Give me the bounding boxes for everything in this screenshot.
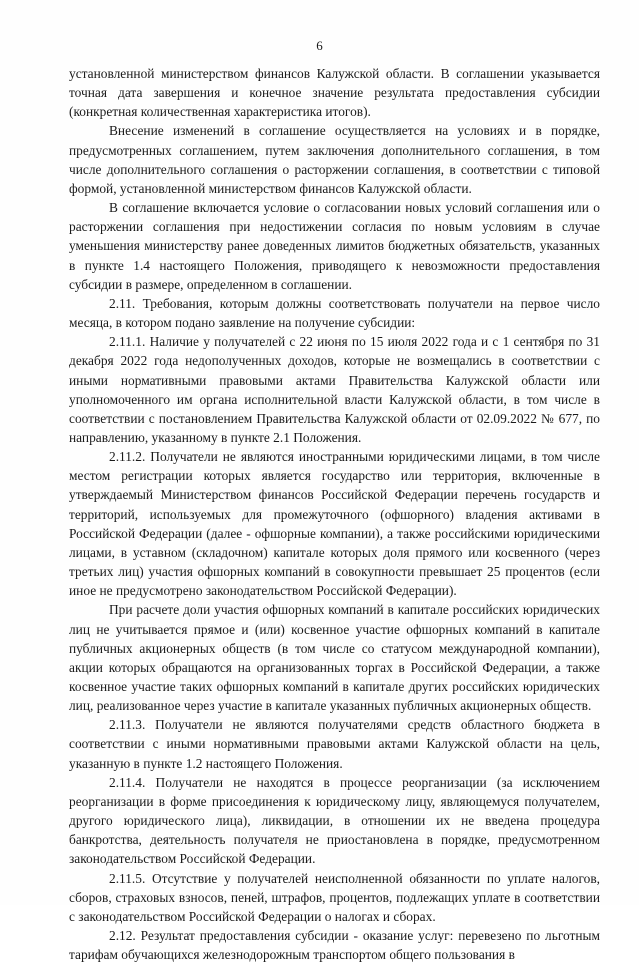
page-number: 6 xyxy=(316,38,323,53)
paragraph-amendments: Внесение изменений в соглашение осуществляется на условиях и в порядке, предусмотренных соглашением, путем заключения дополнительного соглашения, в том числе дополнительного соглашения о расторжении соглашения, в соответствии с типовой формой, установленной министерством финансов Калужской области. xyxy=(69,123,600,196)
paragraph-2-11-1: 2.11.1. Наличие у получателей с 22 июня по 15 июля 2022 года и с 1 сентября по 31 декабря 2022 года недополученных доходов, которые не возмещались в соответствии с иными нормативными правовыми актами Правительства Калужской области или уполномоченного им органа исполнительной власти Калужской области, в том числе в соответствии с постановлением Правительства Калужской области от 02.09.2022 № 677, по направлению, указанному в пункте 2.1 Положения. xyxy=(69,334,600,445)
paragraph-2-11-4: 2.11.4. Получатели не находятся в процессе реорганизации (за исключением реорганизации в форме присоединения к юридическому лицу, являющемуся получателем, другого юридического лица), ликвидации, в отношении их не введена процедура банкротства, деятельность получателя не приостановлена в порядке, предусмотренном законодательством Российской Федерации. xyxy=(69,774,600,867)
paragraph-continuation: установленной министерством финансов Калужской области. В соглашении указывается точная дата завершения и конечное значение результата предоставления субсидии (конкретная количественная характеристика итогов). xyxy=(69,66,600,120)
paragraph-2-11-3: 2.11.3. Получатели не являются получателями средств областного бюджета в соответствии с иными нормативными правовыми актами Калужской области на цель, указанную в пункте 1.2 настоящего Положения. xyxy=(69,717,600,771)
document-body xyxy=(69,64,600,964)
paragraph-2-11-requirements: 2.11. Требования, которым должны соответствовать получатели на первое число месяца, в котором подано заявление на получение субсидии: xyxy=(69,295,600,331)
paragraph-2-12-result: 2.12. Результат предоставления субсидии - оказание услуг: перевезено по льготным тарифам обучающихся железнодорожным транспортом общего пользования в xyxy=(69,928,600,963)
paragraph-2-11-5: 2.11.5. Отсутствие у получателей неисполненной обязанности по уплате налогов, сборов, страховых взносов, пеней, штрафов, процентов, подлежащих уплате в соответствии с законодательством Российской Федерации о налогах и сборах. xyxy=(69,870,600,924)
paragraph-2-11-2: 2.11.2. Получатели не являются иностранными юридическими лицами, в том числе местом регистрации которых является государство или территория, включенные в утверждаемый Министерством финансов Российской Федерации перечень государств и территорий, используемых для промежуточного (офшорного) владения активами в Российской Федерации (далее - офшорные компании), а также российскими юридическими лицами, в уставном (складочном) капитале которых доля прямого или косвенного (через третьих лиц) участия офшорных компаний в совокупности превышает 25 процентов (если иное не предусмотрено законодательством Российской Федерации). xyxy=(69,449,600,599)
paragraph-offshore-calculation: При расчете доли участия офшорных компаний в капитале российских юридических лиц не учитывается прямое и (или) косвенное участие офшорных компаний в капитале публичных акционерных обществ (в том числе со статусом международной компании), акции которых обращаются на организованных торгах в Российской Федерации, а также косвенное участие таких офшорных компаний в капитале других российских юридических лиц, реализованное через участие в капитале указанных публичных акционерных обществ. xyxy=(69,602,600,714)
paragraph-new-conditions: В соглашение включается условие о согласовании новых условий соглашения или о расторжении соглашения при недостижении согласия по новым условиям в случае уменьшения министерству ранее доведенных лимитов бюджетных обязательств, указанных в пункте 1.4 настоящего Положения, приводящего к невозможности предоставления субсидии в размере, определенном в соглашении. xyxy=(69,200,600,292)
